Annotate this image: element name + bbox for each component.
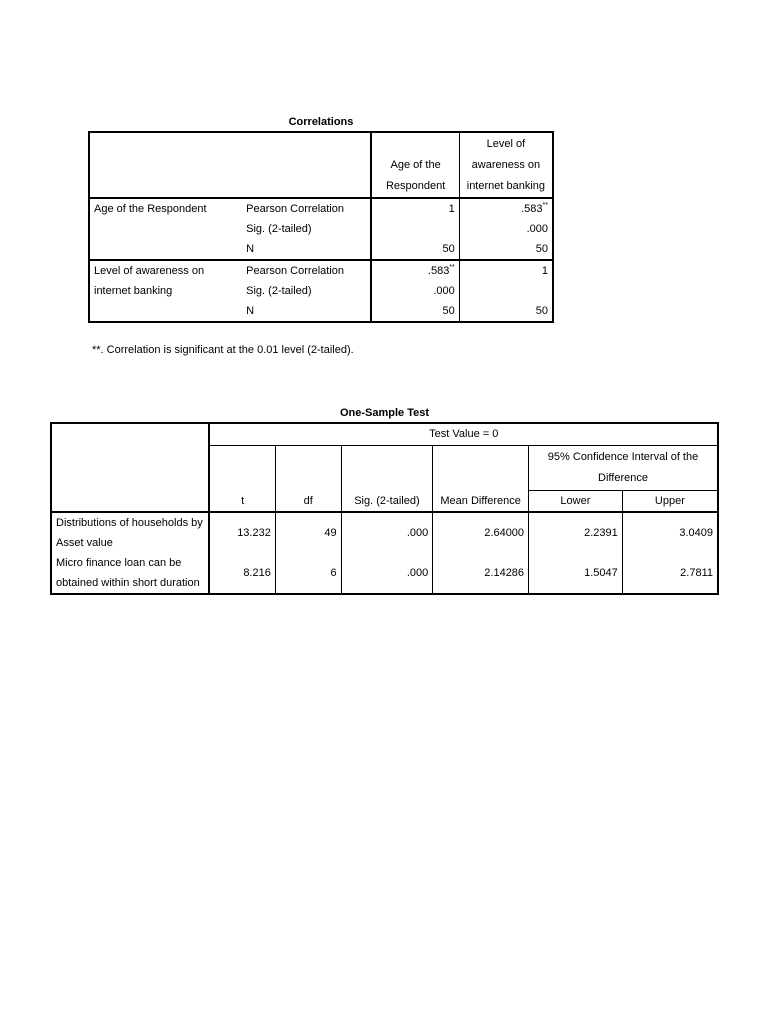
col-header-upper: Upper [622, 490, 718, 512]
value-cell: 49 [275, 512, 341, 553]
header-blank-cell [51, 423, 209, 512]
col-header-awareness: Level of awareness on internet banking [459, 132, 553, 198]
ci-header: 95% Confidence Interval of the Difference [529, 445, 718, 490]
table-row [89, 198, 553, 219]
test-value-row [51, 423, 718, 445]
row-label-age: Age of the Respondent [89, 198, 242, 260]
stat-label: N [246, 243, 255, 255]
test-value-header: Test Value = 0 [209, 423, 718, 445]
value-cell: .000 [459, 219, 553, 239]
value-cell: 50 [459, 239, 553, 260]
value-cell [371, 219, 459, 239]
value-cell: .000 [341, 553, 433, 594]
value-cell: .000 [341, 512, 433, 553]
value-cell: 2.2391 [529, 512, 623, 553]
correlations-table [88, 131, 554, 323]
value-cell: 2.14286 [433, 553, 529, 594]
value-cell: 1.5047 [529, 553, 623, 594]
row-label: Micro finance loan can be obtained within short duration [56, 557, 200, 589]
value-cell: 3.0409 [622, 512, 718, 553]
col-header-mean-diff: Mean Difference [433, 445, 529, 512]
stat-label: N [246, 305, 255, 317]
value-cell: 1 [371, 198, 459, 219]
value-cell: 8.216 [209, 553, 275, 594]
row-label-awareness: Level of awareness on internet banking [89, 260, 242, 322]
significance-mark: ** [542, 202, 548, 209]
value-cell: 50 [371, 301, 459, 322]
value-cell: 50 [459, 301, 553, 322]
correlations-title: Correlations [288, 116, 354, 128]
stat-label: Pearson Correlation [242, 198, 371, 219]
value-cell: 50 [371, 239, 459, 260]
col-header-lower: Lower [529, 490, 623, 512]
col-header-sig: Sig. (2-tailed) [341, 445, 433, 512]
row-label: Distributions of households by Asset value [51, 512, 209, 553]
value-cell: .583** [459, 198, 553, 219]
table-row [89, 260, 553, 281]
col-header-df: df [275, 445, 341, 512]
significance-mark: ** [449, 264, 455, 271]
col-header-age: Age of the Respondent [371, 132, 459, 198]
one-sample-table [50, 422, 719, 595]
table-row [51, 512, 718, 553]
stat-label: Sig. (2-tailed) [246, 223, 312, 235]
col-header-t: t [209, 445, 275, 512]
stat-label: Pearson Correlation [242, 260, 371, 281]
value-cell: .000 [371, 281, 459, 301]
value-cell: 13.232 [209, 512, 275, 553]
stat-label: Sig. (2-tailed) [246, 285, 312, 297]
value-cell: .583** [371, 260, 459, 281]
value-cell: 1 [459, 260, 553, 281]
correlations-header-row [89, 132, 553, 198]
value-cell: 2.64000 [433, 512, 529, 553]
header-blank-cell [89, 132, 371, 198]
correlations-footnote: **. Correlation is significant at the 0.01 level (2-tailed). [92, 344, 354, 356]
one-sample-title: One-Sample Test [339, 407, 430, 419]
value-cell: 6 [275, 553, 341, 594]
table-row [51, 553, 718, 594]
value-cell [459, 281, 553, 301]
value-cell: 2.7811 [622, 553, 718, 594]
